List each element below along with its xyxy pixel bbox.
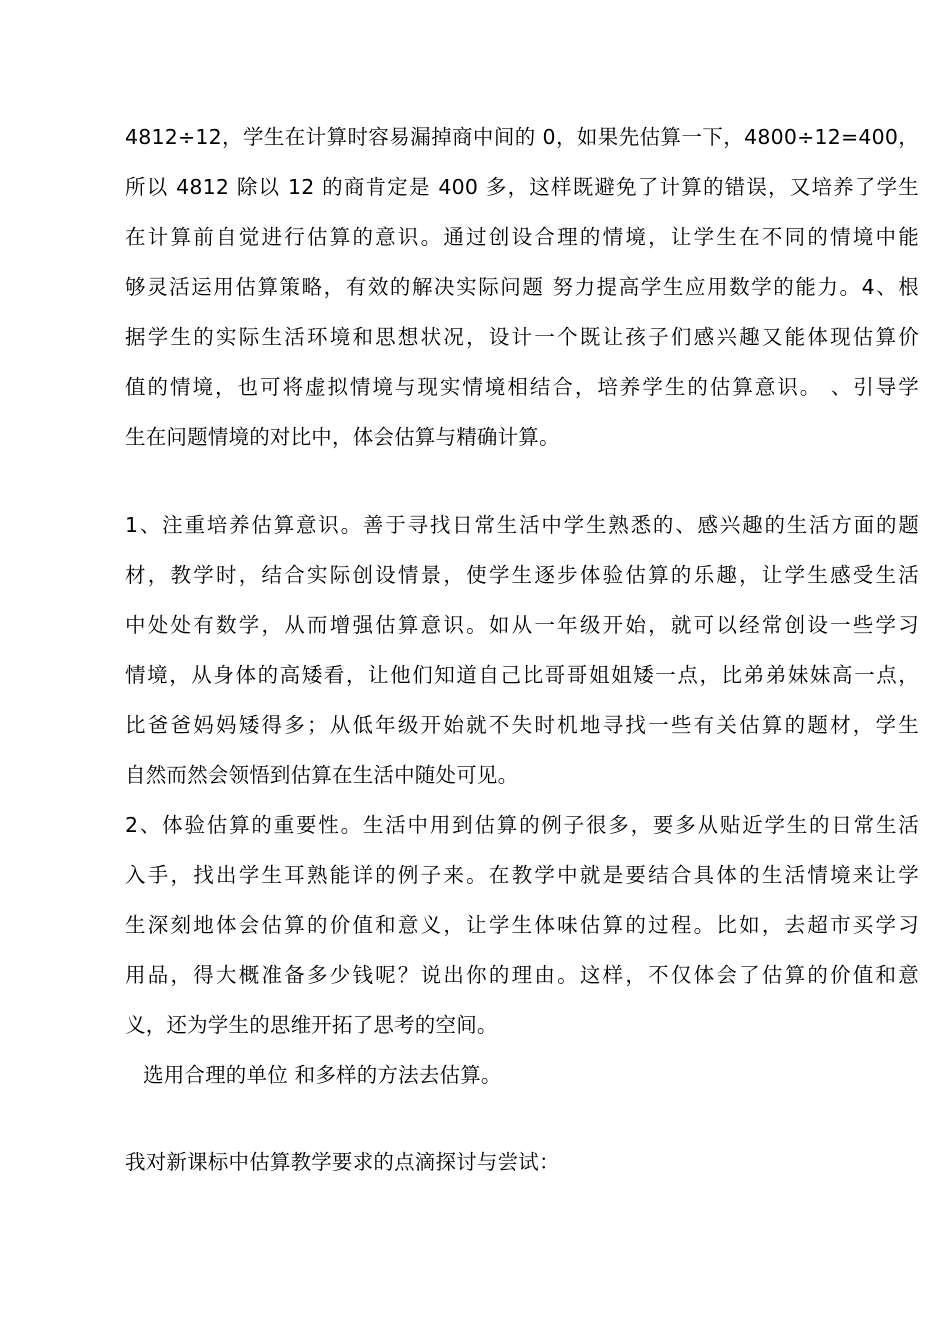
paragraph-5: 我对新课标中估算教学要求的点滴探讨与尝试：	[125, 1150, 560, 1174]
paragraph-3-line-2: 入手，找出学生耳熟能详的例子来。在教学中就是要结合具体的生活情境来让学	[125, 863, 919, 887]
paragraph-2-line-2: 材，教学时，结合实际创设情景，使学生逐步体验估算的乐趣，让学生感受生活	[125, 563, 919, 587]
paragraph-2-line-5: 比爸爸妈妈矮得多；从低年级开始就不失时机地寻找一些有关估算的题材，学生	[125, 713, 919, 737]
paragraph-1-line-5: 据学生的实际生活环境和思想状况，设计一个既让孩子们感兴趣又能体现估算价	[125, 325, 919, 349]
paragraph-3-line-4: 用品，得大概准备多少钱呢？说出你的理由。这样，不仅体会了估算的价值和意	[125, 963, 919, 987]
paragraph-3-line-1: 2、体验估算的重要性。生活中用到估算的例子很多，要多从贴近学生的日常生活	[125, 813, 919, 837]
paragraph-1-line-3: 在计算前自觉进行估算的意识。通过创设合理的情境，让学生在不同的情境中能	[125, 225, 919, 249]
paragraph-1-line-2: 所以 4812 除以 12 的商肯定是 400 多，这样既避免了计算的错误，又培养了学生	[125, 175, 919, 199]
paragraph-1-line-6: 值的情境，也可将虚拟情境与现实情境相结合，培养学生的估算意识。 、引导学	[125, 375, 919, 399]
paragraph-2-line-1: 1、注重培养估算意识。善于寻找日常生活中学生熟悉的、感兴趣的生活方面的题	[125, 513, 919, 537]
paragraph-2-line-4: 情境，从身体的高矮看，让他们知道自己比哥哥姐姐矮一点，比弟弟妹妹高一点，	[125, 663, 919, 687]
paragraph-3-line-5: 义，还为学生的思维开拓了思考的空间。	[125, 1013, 498, 1037]
paragraph-1-line-4: 够灵活运用估算策略，有效的解决实际问题 努力提高学生应用数学的能力。4、根	[125, 275, 919, 299]
paragraph-2-line-3: 中处处有数学，从而增强估算意识。如从一年级开始，就可以经常创设一些学习	[125, 613, 919, 637]
paragraph-2-line-6: 自然而然会领悟到估算在生活中随处可见。	[125, 763, 519, 787]
paragraph-1-line-7: 生在问题情境的对比中，体会估算与精确计算。	[125, 425, 560, 449]
paragraph-1-line-1: 4812÷12，学生在计算时容易漏掉商中间的 0，如果先估算一下，4800÷12=400，	[125, 125, 919, 149]
paragraph-4: 选用合理的单位 和多样的方法去估算。	[143, 1063, 502, 1087]
paragraph-3-line-3: 生深刻地体会估算的价值和意义，让学生体味估算的过程。比如，去超市买学习	[125, 913, 919, 937]
